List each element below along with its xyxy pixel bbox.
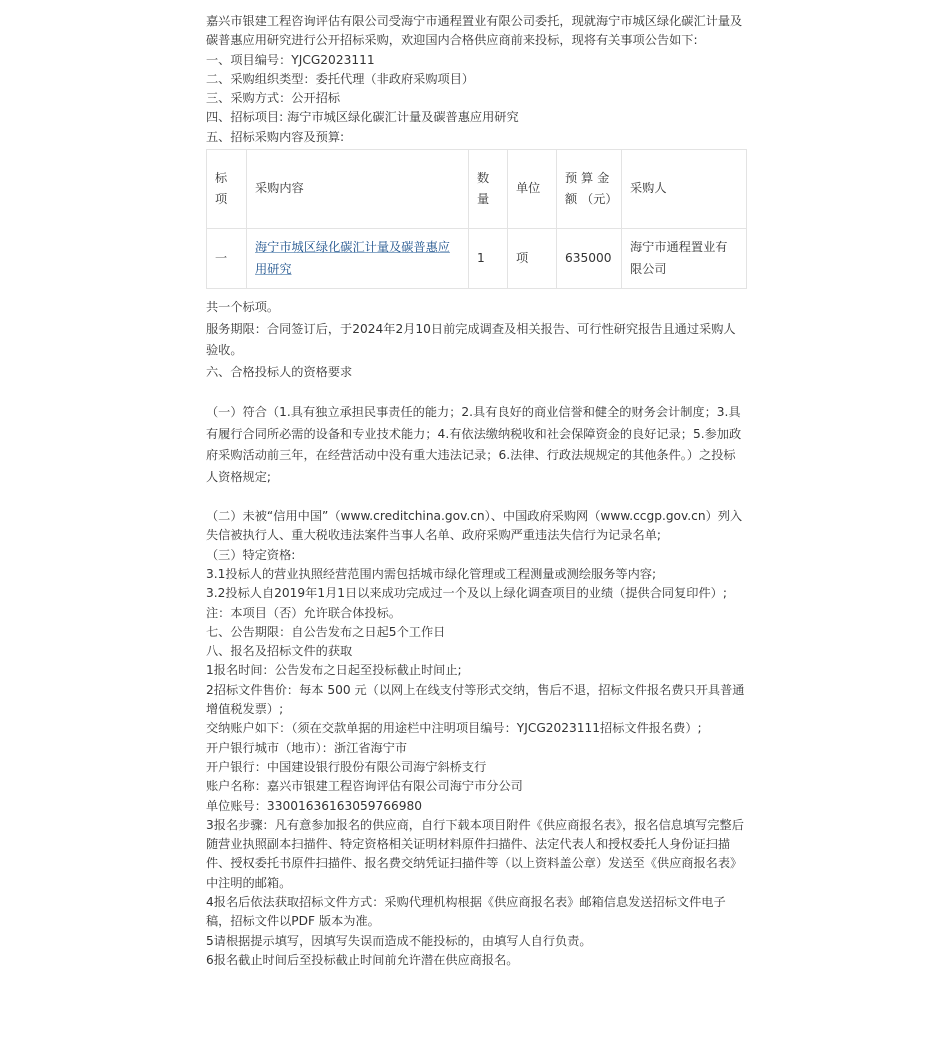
qualification-specific-heading: （三）特定资格: <box>206 547 296 562</box>
qualification-3-1: 3.1投标人的营业执照经营范围内需包括城市绿化管理或工程测量或测绘服务等内容; <box>206 566 657 581</box>
bank-city: 开户银行城市（地市）：浙江省海宁市 <box>206 740 408 755</box>
item-procurement-method: 三、采购方式：公开招标 <box>206 91 341 106</box>
document-price: 2招标文件售价：每本 500 元（以网上在线支付等形式交纳，售后不退，招标文件报名费只开具普通增值税发票）; <box>206 682 745 717</box>
fill-notice: 5请根据提示填写，因填写失误而造成不能投标的，由填写人自行负责。 <box>206 933 592 948</box>
cell-lot: 一 <box>207 229 247 289</box>
cell-content <box>247 229 469 289</box>
table-row <box>207 229 747 289</box>
qualification-general: （一）符合（1.具有独立承担民事责任的能力；2.具有良好的商业信誉和健全的财务会计制度；3.具有履行合同所必需的设备和专业技术能力；4.有依法缴纳税收和社会保障资金的良好记录；5.参加政府采购活动前三年，在经营活动中没有重大违法记录；6.法律、行政法规规定的其他条件。）之投标人资格规定; <box>206 405 742 484</box>
late-registration: 6报名截止时间后至投标截止时间前允许潜在供应商报名。 <box>206 952 519 967</box>
cell-unit: 项 <box>508 229 557 289</box>
payment-account-intro: 交纳账户如下：（须在交款单据的用途栏中注明项目编号：YJCG2023111招标文件报名费）; <box>206 721 702 736</box>
header-quantity: 数量 <box>469 150 508 229</box>
registration-time: 1报名时间：公告发布之日起至投标截止时间止; <box>206 663 462 678</box>
item-tender-project: 四、招标项目: 海宁市城区绿化碳汇计量及碳普惠应用研究 <box>206 110 519 125</box>
header-content: 采购内容 <box>247 150 469 229</box>
header-unit: 单位 <box>508 150 557 229</box>
bank-name: 开户银行：中国建设银行股份有限公司海宁斜桥支行 <box>206 759 487 774</box>
table-header-row <box>207 150 747 229</box>
header-buyer: 采购人 <box>622 150 747 229</box>
consortium-note: 注：本项目（否）允许联合体投标。 <box>206 605 401 620</box>
budget-table <box>206 149 747 289</box>
announcement-document <box>206 12 747 970</box>
cell-budget: 635000 <box>557 229 622 289</box>
service-period: 服务期限：合同签订后，于2024年2月10日前完成调查及相关报告、可行性研究报告且通过采购人验收。 <box>206 321 736 358</box>
item-organization-type: 二、采购组织类型：委托代理（非政府采购项目） <box>206 71 475 86</box>
section-qualification-heading: 六、合格投标人的资格要求 <box>206 364 353 379</box>
cell-quantity: 1 <box>469 229 508 289</box>
lot-count: 共一个标项。 <box>206 300 280 315</box>
registration-heading: 八、报名及招标文件的获取 <box>206 644 353 659</box>
header-lot: 标项 <box>207 150 247 229</box>
account-name: 账户名称：嘉兴市银建工程咨询评估有限公司海宁市分公司 <box>206 779 523 794</box>
project-content-link[interactable]: 海宁市城区绿化碳汇计量及碳普惠应用研究 <box>255 240 450 276</box>
qualification-credit: （二）未被“信用中国”（www.creditchina.gov.cn）、中国政府采购网（www.ccgp.gov.cn）列入失信被执行人、重大税收违法案件当事人名单、政府采购严重违法失信行为记录名单; <box>206 509 743 543</box>
registration-steps: 3报名步骤：凡有意参加报名的供应商，自行下载本项目附件《供应商报名表》，报名信息填写完整后随营业执照副本扫描件、特定资格相关证明材料原件扫描件、法定代表人和授权委托人身份证扫描件、授权委托书原件扫描件、报名费交纳凭证扫描件等（以上资料盖公章）发送至《供应商报名表》中注明的邮箱。 <box>206 817 744 890</box>
item-content-budget: 五、招标采购内容及预算: <box>206 129 345 144</box>
item-project-number: 一、项目编号：YJCG2023111 <box>206 52 375 67</box>
header-budget: 预 算 金 额 （元） <box>557 150 622 229</box>
intro-paragraph: 嘉兴市银建工程咨询评估有限公司受海宁市通程置业有限公司委托，现就海宁市城区绿化碳汇计量及碳普惠应用研究进行公开招标采购，欢迎国内合格供应商前来投标，现将有关事项公告如下: <box>206 14 743 48</box>
qualification-3-2: 3.2投标人自2019年1月1日以来成功完成过一个及以上绿化调查项目的业绩（提供合同复印件）; <box>206 586 727 601</box>
cell-buyer: 海宁市通程置业有限公司 <box>622 229 747 289</box>
account-number: 单位账号：33001636163059766980 <box>206 798 423 813</box>
document-acquisition: 4报名后依法获取招标文件方式：采购代理机构根据《供应商报名表》邮箱信息发送招标文件电子稿，招标文件以PDF 版本为准。 <box>206 895 726 929</box>
notice-period: 七、公告期限：自公告发布之日起5个工作日 <box>206 624 446 639</box>
